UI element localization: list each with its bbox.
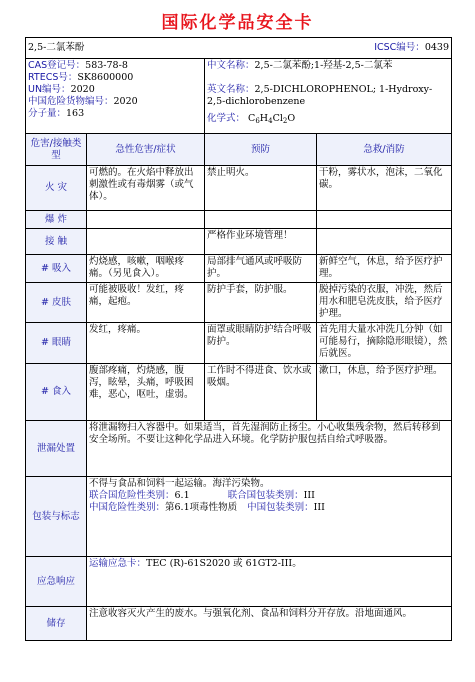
un-number: UN编号：2020 xyxy=(28,84,95,95)
row-inhale xyxy=(26,255,452,283)
identifier-row xyxy=(26,59,452,134)
explosion-prevent xyxy=(205,211,317,229)
header-acute: 急性危害/症状 xyxy=(87,134,205,166)
ingest-label: # 食入 xyxy=(26,364,87,421)
names xyxy=(205,59,452,134)
spill-label: 泄漏处置 xyxy=(26,421,87,477)
emergency-label: 应急响应 xyxy=(26,557,87,607)
row-skin xyxy=(26,283,452,323)
inhale-prevent: 局部排气通风或呼吸防护。 xyxy=(205,255,317,283)
row-eyes xyxy=(26,323,452,364)
explosion-acute xyxy=(87,211,205,229)
explosion-aid xyxy=(317,211,452,229)
storage-text: 注意收容灭火产生的废水。与强氧化剂、食品和饲料分开存放。沿地面通风。 xyxy=(87,607,452,641)
icsc-number: ICSC编号：0439 xyxy=(374,42,449,53)
eyes-acute: 发红，疼痛。 xyxy=(87,323,205,364)
skin-acute: 可能被吸收！发红，疼痛，起疱。 xyxy=(87,283,205,323)
molecular-weight: 分子量：163 xyxy=(28,108,85,119)
row-explosion xyxy=(26,211,452,229)
skin-aid: 脱掉污染的衣服，冲洗，然后用水和肥皂洗皮肤，给予医疗护理。 xyxy=(317,283,452,323)
transport-card: 运输应急卡：TEC (R)-61S2020 或 61GT2-III。 xyxy=(89,558,302,569)
cn-hazard-class: 中国危险性类别：第6.1项毒性物质 中国包装类别：III xyxy=(89,502,325,513)
row-contact xyxy=(26,229,452,255)
fire-aid: 干粉，雾状水，泡沫，二氧化碳。 xyxy=(317,166,452,211)
row-emergency xyxy=(26,557,452,607)
chinese-name: 中文名称：2,5-二氯苯酚;1-羟基-2,5-二氯苯 xyxy=(207,60,393,71)
inhale-acute: 灼烧感，咳嗽，咽喉疼痛。（另见食入）。 xyxy=(87,255,205,283)
emergency-info xyxy=(87,557,452,607)
contact-prevent: 严格作业环境管理！ xyxy=(205,229,317,255)
contact-acute xyxy=(87,229,205,255)
english-name: 英文名称：2,5-DICHLOROPHENOL; 1-Hydroxy-2,5-dichlorobenzene xyxy=(207,84,433,107)
fire-acute: 可燃的。在火焰中释放出刺激性或有毒烟雾（或气体）。 xyxy=(87,166,205,211)
fire-prevent: 禁止明火。 xyxy=(205,166,317,211)
chemical-name: 2,5-二氯苯酚 xyxy=(28,42,85,53)
contact-aid xyxy=(317,229,452,255)
fire-label: 火 灾 xyxy=(26,166,87,211)
ingest-prevent: 工作时不得进食、饮水或吸烟。 xyxy=(205,364,317,421)
eyes-label: # 眼睛 xyxy=(26,323,87,364)
inhale-aid: 新鲜空气，休息，给予医疗护理。 xyxy=(317,255,452,283)
card-title: 国际化学品安全卡 xyxy=(161,13,314,33)
identifiers xyxy=(26,59,205,134)
chemical-formula: 化学式： $C_6H_4Cl_2O$ xyxy=(207,113,296,125)
header-firstaid: 急救/消防 xyxy=(317,134,452,166)
un-hazard-class: 联合国危险性类别：6.1 联合国包装类别：III xyxy=(89,490,315,501)
explosion-label: 爆 炸 xyxy=(26,211,87,229)
row-packaging xyxy=(26,477,452,557)
skin-prevent: 防护手套，防护服。 xyxy=(205,283,317,323)
safety-card-table xyxy=(25,37,452,641)
cas-number: CAS登记号：583-78-8 xyxy=(28,60,128,71)
header-prevent: 预防 xyxy=(205,134,317,166)
spill-text: 将泄漏物扫入容器中。如果适当，首先湿润防止扬尘。小心收集残余物，然后转移到安全场所。不要让这种化学品进入环境。化学防护服包括自给式呼吸器。 xyxy=(87,421,452,477)
packaging-note: 不得与食品和饲料一起运输。海洋污染物。 xyxy=(89,478,270,489)
skin-label: # 皮肤 xyxy=(26,283,87,323)
row-storage xyxy=(26,607,452,641)
header-row xyxy=(26,134,452,166)
storage-label: 储存 xyxy=(26,607,87,641)
eyes-aid: 首先用大量水冲洗几分钟（如可能易行，摘除隐形眼镜），然后就医。 xyxy=(317,323,452,364)
eyes-prevent: 面罩或眼睛防护结合呼吸防护。 xyxy=(205,323,317,364)
header-type: 危害/接触类型 xyxy=(26,134,87,166)
cn-danger-number: 中国危险货物编号：2020 xyxy=(28,96,138,107)
packaging-label: 包装与标志 xyxy=(26,477,87,557)
contact-label: 接 触 xyxy=(26,229,87,255)
packaging-info xyxy=(87,477,452,557)
name-row xyxy=(26,38,452,59)
row-ingest xyxy=(26,364,452,421)
row-spill xyxy=(26,421,452,477)
row-fire xyxy=(26,166,452,211)
rtecs-number: RTECS号：SK8600000 xyxy=(28,72,134,83)
ingest-aid: 漱口，休息，给予医疗护理。 xyxy=(317,364,452,421)
ingest-acute: 腹部疼痛，灼烧感，腹泻，眩晕，头痛，呼吸困难，恶心，呕吐，虚弱。 xyxy=(87,364,205,421)
inhale-label: # 吸入 xyxy=(26,255,87,283)
